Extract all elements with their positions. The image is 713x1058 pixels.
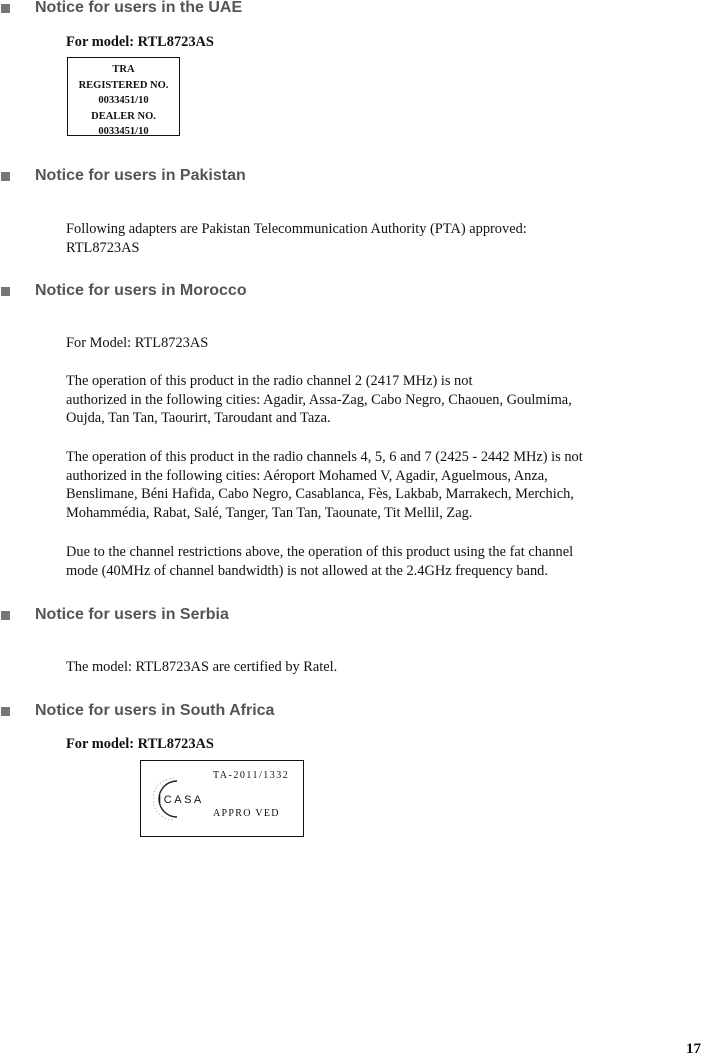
text-line: authorized in the following cities: Aéroport Mohamed V, Agadir, Aguelmous, Anza,: [66, 467, 548, 484]
tra-label-line: DEALER NO.: [91, 110, 156, 122]
icasa-ta-number: TA-2011/1332: [213, 770, 290, 781]
section-title: Notice for users in Morocco: [35, 282, 247, 299]
text-line: Following adapters are Pakistan Telecommunication Authority (PTA) approved:: [66, 221, 527, 237]
morocco-paragraph-2: [66, 448, 583, 522]
text-line: Benslimane, Béni Hafida, Cabo Negro, Casablanca, Fès, Lakbab, Marrakech, Merchich,: [66, 486, 574, 502]
morocco-paragraph-1: [66, 372, 572, 428]
tra-label-line: 0033451/10: [98, 95, 149, 106]
text-line: Mohammédia, Rabat, Salé, Tanger, Tan Tan, Taounate, Tit Mellil, Zag.: [66, 504, 473, 521]
morocco-model-line: For Model: RTL8723AS: [66, 335, 209, 351]
section-title: Notice for users in Serbia: [35, 606, 229, 623]
icasa-approval-label: [140, 760, 304, 837]
section-heading-uae: [0, 0, 242, 18]
morocco-paragraph-3: [66, 543, 573, 580]
square-bullet-icon: [1, 4, 10, 13]
section-title: Notice for users in South Africa: [35, 702, 275, 719]
text-line: authorized in the following cities: Agadir, Assa-Zag, Cabo Negro, Chaouen, Goulmima,: [66, 391, 572, 408]
text-line: RTL8723AS: [66, 239, 140, 256]
section-heading-pakistan: [0, 166, 246, 186]
text-line: mode (40MHz of channel bandwidth) is not allowed at the 2.4GHz frequency band.: [66, 562, 548, 579]
tra-label-line: TRA: [112, 64, 135, 75]
icasa-logo-text: ICASA: [158, 794, 204, 806]
serbia-text: The model: RTL8723AS are certified by Ratel.: [66, 659, 338, 675]
text-line: The operation of this product in the radio channels 4, 5, 6 and 7 (2425 - 2442 MHz) is not: [66, 449, 583, 465]
text-line: Oujda, Tan Tan, Taourirt, Taroudant and Taza.: [66, 410, 331, 426]
icasa-approved-text: APPRO VED: [213, 808, 280, 819]
text-line: The operation of this product in the radio channel 2 (2417 MHz) is not: [66, 373, 473, 389]
text-line: Due to the channel restrictions above, the operation of this product using the fat channel: [66, 544, 574, 560]
square-bullet-icon: [1, 611, 10, 620]
section-heading-morocco: [0, 281, 247, 301]
section-heading-serbia: [0, 605, 229, 625]
pakistan-text: [66, 220, 527, 257]
south-africa-model-line: For model: RTL8723AS: [66, 736, 214, 752]
section-title: Notice for users in Pakistan: [35, 167, 246, 184]
square-bullet-icon: [1, 287, 10, 296]
section-title: Notice for users in the UAE: [35, 0, 243, 16]
square-bullet-icon: [1, 172, 10, 181]
page-number: 17: [686, 1041, 701, 1057]
section-heading-south-africa: [0, 701, 274, 721]
tra-label-line: 0033451/10: [98, 126, 149, 137]
uae-model-line: For model: RTL8723AS: [66, 34, 214, 50]
tra-registration-label: [67, 57, 180, 136]
icasa-logo-icon: [153, 777, 209, 821]
square-bullet-icon: [1, 707, 10, 716]
tra-label-line: REGISTERED NO.: [78, 79, 169, 91]
